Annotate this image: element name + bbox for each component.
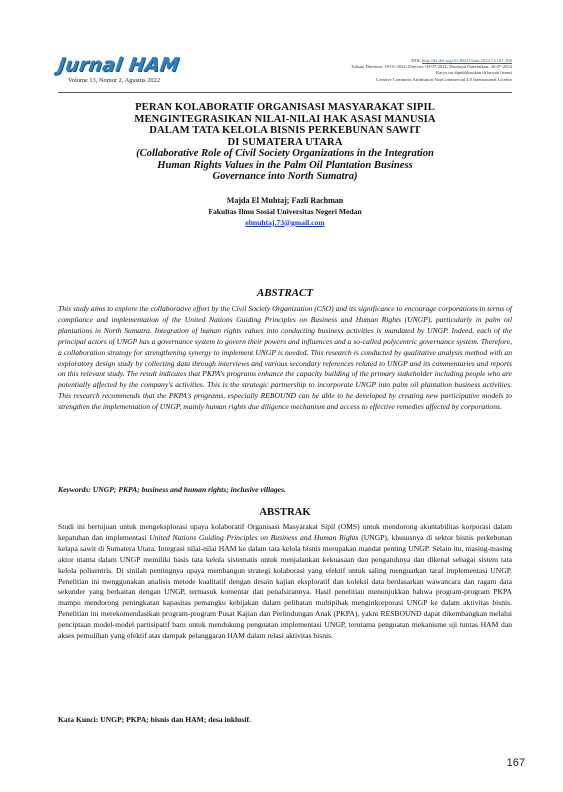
title-english — [58, 148, 512, 182]
header-divider — [58, 92, 512, 93]
doi-label: DOI: — [411, 58, 422, 63]
journal-logo: Jurnal HAM — [56, 54, 181, 76]
author-names: Majda El Muhtaj; Fazli Rachman — [226, 195, 344, 205]
keywords-indonesian: Kata Kunci: UNGP; PKPA; bisnis dan HAM; desa inklusif. — [58, 715, 251, 724]
volume-info: Volume 13, Nomor 2, Agustus 2022 — [68, 77, 161, 84]
doi-link[interactable]: http://dx.doi.org/10.30641/ham.2022.13.167-186 — [421, 58, 512, 63]
abstract-heading: ABSTRACT — [256, 287, 314, 299]
abstrak-heading: ABSTRAK — [259, 507, 311, 518]
author-affiliation: Fakultas Ilmu Sosial Universitas Negeri Medan — [208, 206, 362, 216]
license-line-1: Karya ini dipublikasikan di bawah lisensi — [435, 70, 512, 76]
title-id-line: DI SUMATERA UTARA — [227, 136, 343, 148]
title-indonesian — [58, 102, 512, 148]
page-header — [58, 56, 512, 90]
license-line-2: Creative Commons Attribution-NonCommercial 4.0 International License — [376, 76, 512, 82]
title-en-line: Human Rights Values in the Palm Oil Plantation Business — [157, 159, 413, 171]
title-id-line: DALAM TATA KELOLA BISNIS PERKEBUNAN SAWIT — [149, 125, 421, 137]
abstrak-text-part1: Studi ini bertujuan untuk mengeksplorasi upaya kolaboratif Organisasi Masyarakat Sipil (OMS) untuk mendorong akuntabilitas korporasi dalam kepatuhan dan implementasi — [58, 522, 512, 542]
page-number: 167 — [506, 757, 525, 769]
title-block — [58, 102, 512, 228]
abstrak-text-part2: (UNGP), khususnya di sektor bisnis perkebunan kelapa sawit di Sumatera Utara. Integrasi nilai-nilai HAM ke dalam tata kelola bisnis merupakan mandat penting UNGP. Selain itu, masing-masing aktor utama dalam UNGP memiliki basis tata kelola sistematis untuk menjalankan kekuasaan dan pengaruhnya dan dikenal sebagai sistem tata kelola polisentris. Di sinilah pentingnya upaya membangun strategi kolaborasi yang efektif untuk saling menguatkan taraf implementasi UNGP. Penelitian ini menggunakan analisis metode kualitatif dengan desain kajian eksploratif dan koleksi data berdasarkan wawancara dan ragam data sekunder yang berkaitan dengan UNGP, termasuk komentar dan penafsirannya. Hasil penelitian menunjukkan bahwa program-program PKPA mampu mendorong peningkatan kapasitas pemangku kebijakan dalam pelibatan multipihak menginkorporasi UNGP ke dalam aktivitas bisnis. Penelitian ini merekomendasikan program-program Pusat Kajian dan Perlindungan Anak (PKPA), yakni RESBOUND dapat dikembangkan melalui penciptaan model-model partisipatif baru untuk mendukung penguatan implementasi UNGP, terutama penguatan mekanisme uji tuntas HAM dan akses pemulihan yang efektif atas dampak pelanggaran HAM dalam relasi aktivitas bisnis. — [58, 532, 513, 641]
title-id-line: MENGINTEGRASIKAN NILAI-NILAI HAK ASASI MANUSIA — [134, 113, 436, 125]
article-meta — [351, 58, 512, 83]
keywords-english: Keywords: UNGP; PKPA; business and human rights; inclusive villages. — [58, 485, 286, 494]
abstract-text: This study aims to explore the collaborative effort by the Civil Society Organization (CSO) and its significance to encourage corporations in terms of compliance and implementation of the United Nations Guiding Principles on Business and Human Rights (UNGP), particularly in palm oil plantations in North Sumatra. Integration of human rights values into conducting business activities is mandated by UNGP. Indeed, each of the principal actors of UNGP has a governance system to govern their powers and influences and a so-called polycentric governance system. Therefore, a collaboration strategy for strengthening synergy to implement UNGP is needed. This research is conducted by qualitative analysis method with an exploratory design study by collecting data through interviews and various secondary references related to UNGP and its commentaries and reports on this relevant study. The result indicates that PKPA's programs enhance the capacity building of the primary stakeholder including people who are potentially affected by the company's activities. This is the strategic partnership to incorporate UNGP into palm oil plantation business activities. This research recommends that the PKPA's programs, especially REBOUND can be able to be developed by creating new participative models to strengthen the implementation of UNGP, mainly human rights due diligence mechanism and access to effective remedies affected by corporations. — [58, 304, 512, 412]
abstrak-text-italic: United Nations Guiding Principles on Business and Human Rights — [149, 532, 359, 542]
title-en-line: (Collaborative Role of Civil Society Organizations in the Integration — [136, 148, 434, 160]
author-email[interactable]: elmuhtaj.73@gmail.com — [245, 217, 325, 227]
title-en-line: Governance into North Sumatra) — [212, 171, 358, 183]
abstrak-text — [58, 522, 512, 642]
submission-dates: Tulisan Diterima: 18-01-2022; Direvisi: 03-07-2022; Disetujui Diterbitkan: 20-07-2022 — [350, 64, 512, 70]
title-id-line: PERAN KOLABORATIF ORGANISASI MASYARAKAT SIPIL — [135, 102, 435, 113]
